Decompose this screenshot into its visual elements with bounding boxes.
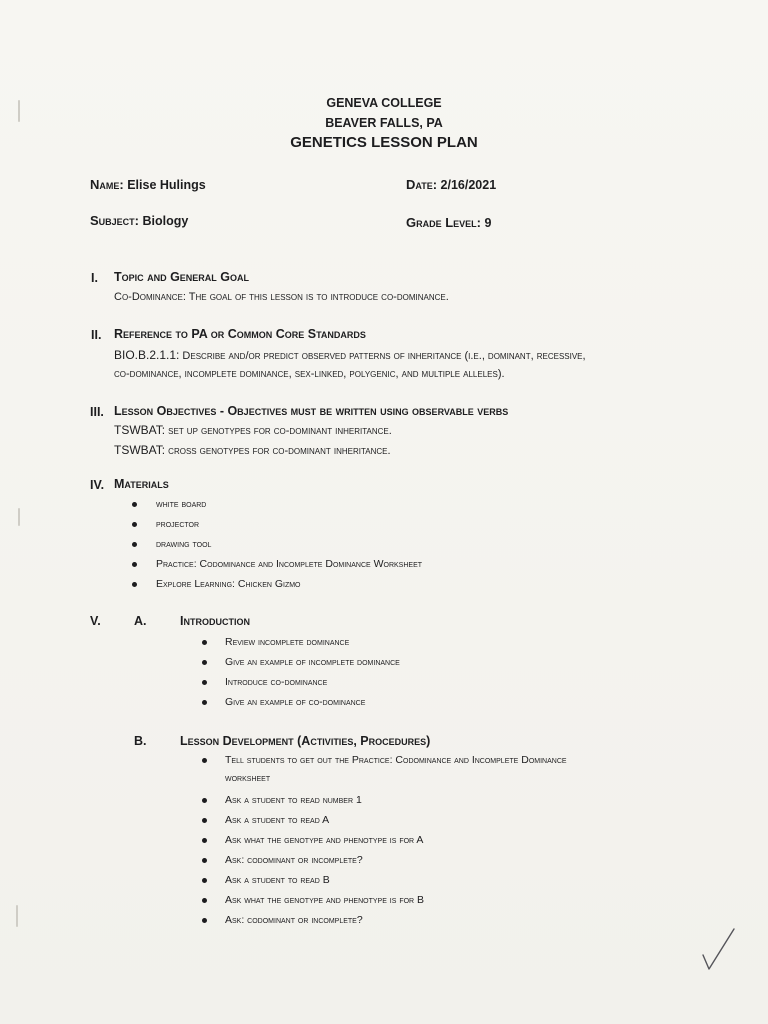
development-item: Ask what the genotype and phenotype is for B [225, 894, 425, 906]
bullet-icon [132, 582, 137, 587]
development-item: Ask a student to read A [225, 814, 330, 826]
objective-1 [114, 423, 392, 437]
development-item: Ask what the genotype and phenotype is for A [225, 834, 424, 846]
introduction-item: Review incomplete dominance [225, 636, 350, 648]
section-5-numeral: V. [90, 614, 101, 628]
materials-item: Practice: Codominance and Incomplete Dominance Worksheet [156, 558, 423, 570]
scan-edge-mark [16, 905, 18, 927]
bullet-icon [202, 918, 207, 923]
bullet-icon [202, 878, 207, 883]
subsection-b-letter: B. [134, 734, 147, 748]
college-name: GENEVA COLLEGE [326, 96, 442, 110]
name-label: Name: [90, 177, 124, 192]
grade-value: 9 [484, 216, 492, 230]
section-1-title: Topic and General Goal [114, 270, 250, 284]
materials-item: projector [156, 518, 200, 530]
section-3-numeral: III. [90, 405, 104, 419]
bullet-icon [202, 758, 207, 763]
objective-2-prefix: TSWBAT: [114, 443, 166, 457]
section-1-body: Co-Dominance: The goal of this lesson is to introduce co-dominance. [114, 291, 449, 303]
development-item: Ask a student to read number 1 [225, 794, 362, 806]
objective-2 [114, 443, 391, 457]
standard-code: BIO.B.2.1.1: [114, 348, 180, 362]
development-item-continued: worksheet [225, 772, 271, 784]
subsection-a-title: Introduction [180, 614, 250, 628]
bullet-icon [202, 680, 207, 685]
materials-item: Explore Learning: Chicken Gizmo [156, 578, 301, 590]
scan-edge-mark [18, 508, 20, 526]
development-item: Ask: codominant or incomplete? [225, 914, 363, 926]
development-item: Ask a student to read B [225, 874, 330, 886]
name-field [90, 177, 206, 192]
bullet-icon [132, 542, 137, 547]
objective-2-text: cross genotypes for co-dominant inheritance. [165, 445, 391, 457]
bullet-icon [202, 700, 207, 705]
section-1-numeral: I. [91, 271, 98, 285]
section-2-numeral: II. [91, 328, 102, 342]
materials-item: drawing tool [156, 538, 212, 550]
bullet-icon [132, 502, 137, 507]
section-4-title: Materials [114, 477, 169, 491]
section-3-title: Lesson Objectives - Objectives must be written using observable verbs [114, 404, 509, 418]
subject-value: Biology [142, 214, 189, 228]
section-2-body-line-1 [114, 348, 586, 362]
subject-label: Subject: [90, 213, 140, 228]
bullet-icon [202, 640, 207, 645]
bullet-icon [202, 798, 207, 803]
introduction-item: Introduce co-dominance [225, 676, 328, 688]
section-2-title: Reference to PA or Common Core Standards [114, 327, 366, 341]
section-2-body-line-2: co-dominance, incomplete dominance, sex-linked, polygenic, and multiple alleles). [114, 368, 505, 380]
objective-1-text: set up genotypes for co-dominant inheritance. [165, 425, 392, 437]
document-title: GENETICS LESSON PLAN [290, 134, 478, 151]
development-item: Tell students to get out the Practice: Codominance and Incomplete Dominance [225, 754, 567, 766]
date-label: Date: [406, 177, 438, 192]
development-item: Ask: codominant or incomplete? [225, 854, 363, 866]
bullet-icon [132, 522, 137, 527]
grade-label: Grade Level: [406, 215, 482, 230]
bullet-icon [202, 838, 207, 843]
bullet-icon [202, 858, 207, 863]
section-4-numeral: IV. [90, 478, 105, 492]
date-value: 2/16/2021 [440, 178, 497, 192]
bullet-icon [202, 660, 207, 665]
subject-field [90, 213, 188, 228]
bullet-icon [132, 562, 137, 567]
checkmark-icon [700, 925, 740, 975]
objective-1-prefix: TSWBAT: [114, 423, 166, 437]
name-value: Elise Hulings [127, 178, 206, 192]
bullet-icon [202, 818, 207, 823]
materials-item: white board [156, 498, 207, 510]
subsection-a-letter: A. [134, 614, 147, 628]
date-field [406, 177, 496, 192]
bullet-icon [202, 898, 207, 903]
college-location: BEAVER FALLS, PA [325, 116, 443, 130]
subsection-b-title: Lesson Development (Activities, Procedures) [180, 734, 431, 748]
grade-field [406, 215, 491, 230]
standard-text: Describe and/or predict observed patterns of inheritance (i.e., dominant, recessive, [179, 350, 586, 362]
introduction-item: Give an example of incomplete dominance [225, 656, 400, 668]
introduction-item: Give an example of co-dominance [225, 696, 366, 708]
